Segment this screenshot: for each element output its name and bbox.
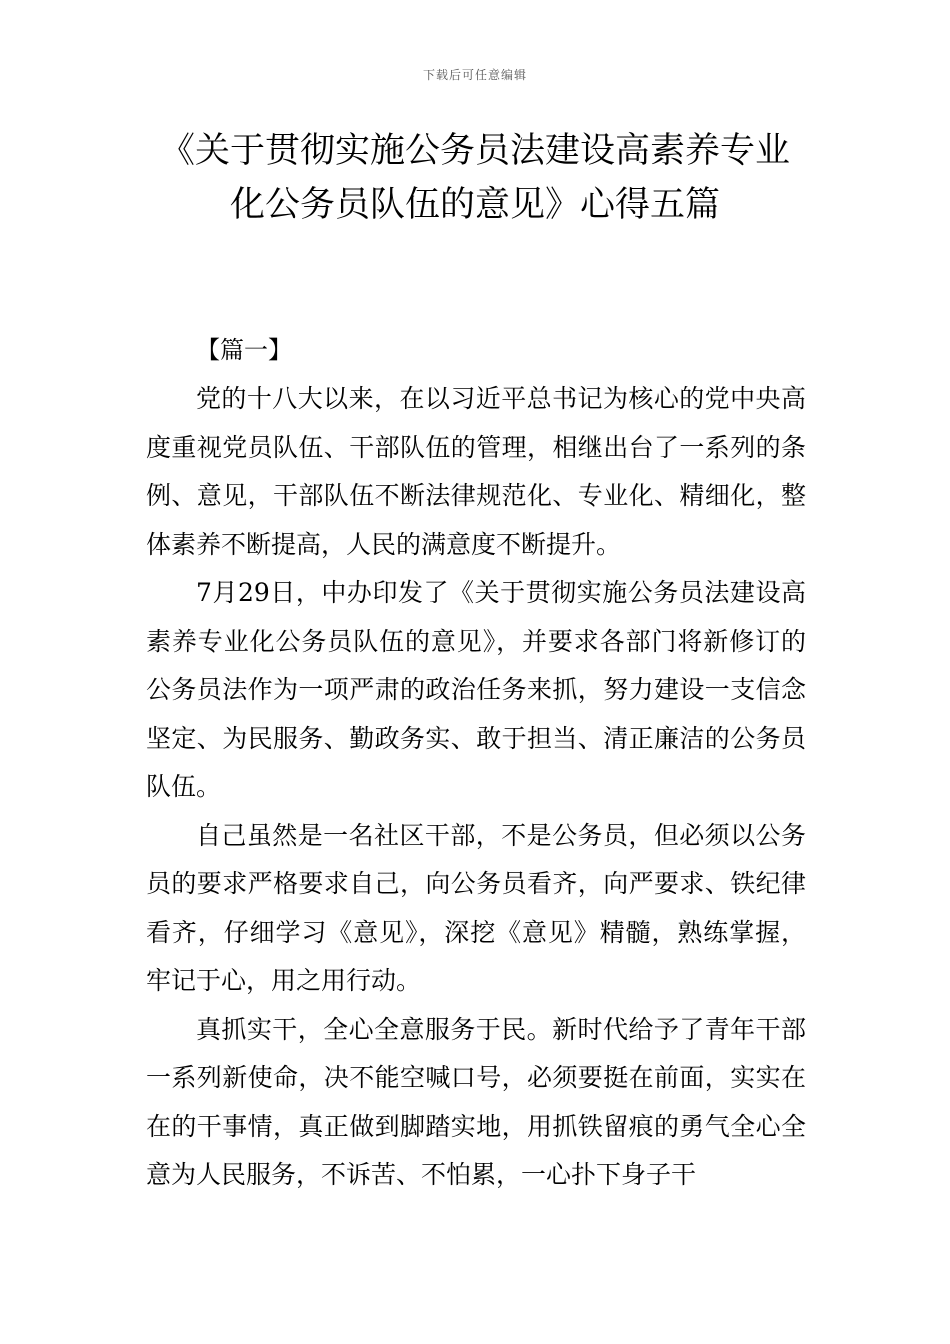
body-text xyxy=(146,375,806,1200)
section-label: 【篇一】 xyxy=(196,336,292,364)
title-line-2: 化公务员队伍的意见》心得五篇 xyxy=(229,185,720,225)
paragraph-3: 自己虽然是一名社区干部，不是公务员，但必须以公务员的要求严格要求自己，向公务员看齐，向严要求、铁纪律看齐，仔细学习《意见》，深挖《意见》精髓，熟练掌握，牢记于心，用之用行动。 xyxy=(146,820,806,995)
title-line-1: 《关于贯彻实施公务员法建设高素养专业 xyxy=(159,131,790,171)
header-note: 下载后可任意编辑 xyxy=(422,68,527,82)
paragraph-4: 真抓实干，全心全意服务于民。新时代给予了青年干部一系列新使命，决不能空喊口号，必须要挺在前面，实实在在的干事情，真正做到脚踏实地，用抓铁留痕的勇气全心全意为人民服务，不诉苦、不怕累，一心扑下身子干 xyxy=(146,1014,806,1189)
paragraph-2: 7月29日，中办印发了《关于贯彻实施公务员法建设高素养专业化公务员队伍的意见》，并要求各部门将新修订的公务员法作为一项严肃的政治任务来抓，努力建设一支信念坚定、为民服务、勤政务实、敢于担当、清正廉洁的公务员队伍。 xyxy=(146,578,806,801)
paragraph-1: 党的十八大以来，在以习近平总书记为核心的党中央高度重视党员队伍、干部队伍的管理，相继出台了一系列的条例、意见，干部队伍不断法律规范化、专业化、精细化，整体素养不断提高，人民的满意度不断提升。 xyxy=(146,384,806,559)
document-title xyxy=(140,124,810,232)
